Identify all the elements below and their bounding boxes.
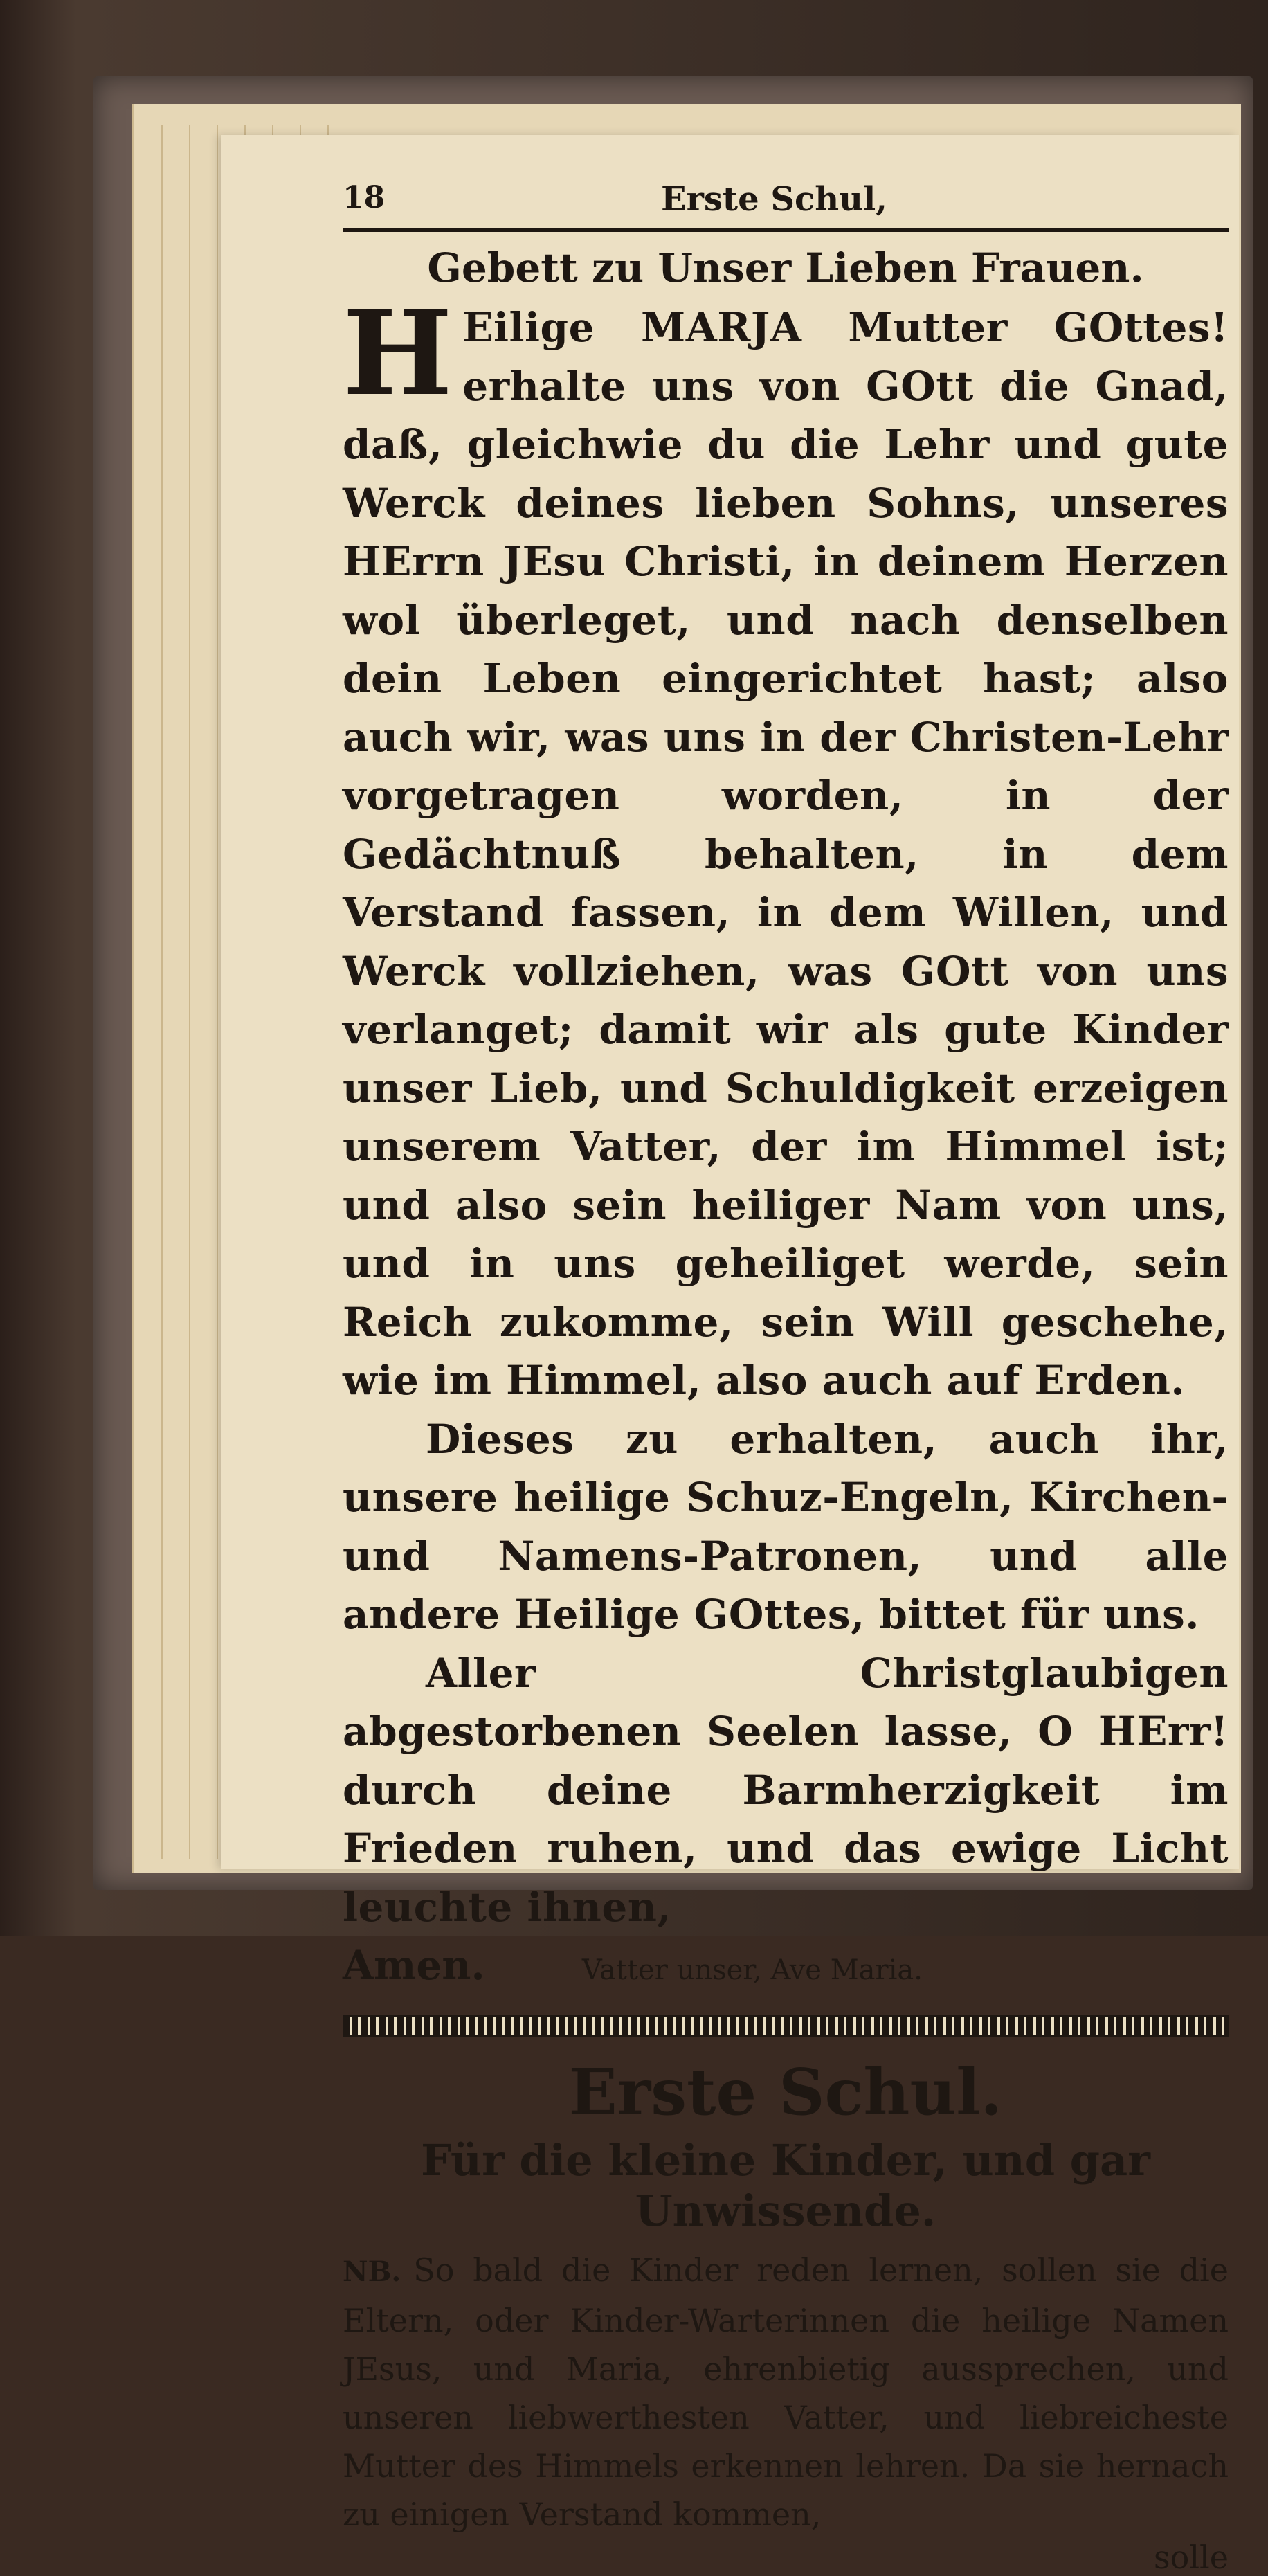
amen-line [343,1936,1229,1999]
section-note [343,2246,1229,2539]
running-head: Erste Schul, [661,180,887,219]
nb-label: NB. [343,2255,401,2288]
drop-cap: H [343,285,453,422]
section-subtitle: Für die kleine Kinder, und gar Unwissende. [421,2135,1150,2236]
page-text [343,180,1229,2576]
prayer-paragraph-1-text: Eilige MARJA Mutter GOttes! erhalte uns von GOtt die Gnad, daß, gleichwie du die Lehr und gute Werck deines lieben Sohns, unseres HErrn JEsu Christi, in deinem Herzen wol überleget, und nach denselben dein Leben eingerichtet hast; also auch wir, was uns in der Christen-Lehr vorgetragen worden, in der Gedächtnuß behalten, in dem Verstand fassen, in dem Willen, und Werck vollziehen, was GOtt von uns verlanget; damit wir als gute Kinder unser Lieb, und Schuldigkeit erzeigen unserem Vatter, der im Himmel ist; und also sein heiliger Nam von uns, und in uns geheiliget werde, sein Reich zukomme, sein Will geschehe, wie im Himmel, also auch auf Erden. [343,304,1229,1404]
page-header [343,180,1229,232]
page-number: 18 [343,180,386,215]
rubric: Vatter unser, Ave Maria. [581,1954,923,1986]
prayer-paragraph-1 [343,285,1229,1410]
prayer-title: Gebett zu Unser Lieben Frauen. [427,244,1144,291]
section-title: Erste Schul. [568,2055,1003,2129]
prayer-paragraph-2: Dieses zu erhalten, auch ihr, unsere heilige Schuz-Engeln, Kirchen-und Namens-Patronen, und alle andere Heilige GOttes, bittet für uns. [343,1415,1229,1638]
section-note-text: So bald die Kinder reden lernen, sollen sie die Eltern, oder Kinder-Warterinnen die heilige Namen JEsus, und Maria, ehrenbietig aussprechen, und unseren liebwerthesten Vatter, und liebreicheste Mutter des Himmels erkennen lehren. Da sie hernach zu einigen Verstand kommen, [343,2251,1229,2533]
prayer-paragraph-3: Aller Christglaubigen abgestorbenen Seelen lasse, O HErr! durch deine Barmherzigkeit im Frieden ruhen, und das ewige Licht leuchte ihnen, [343,1649,1229,1931]
ornamental-divider [343,2015,1229,2037]
amen: Amen. [343,1942,485,1989]
catchword: solle [1154,2539,1229,2576]
